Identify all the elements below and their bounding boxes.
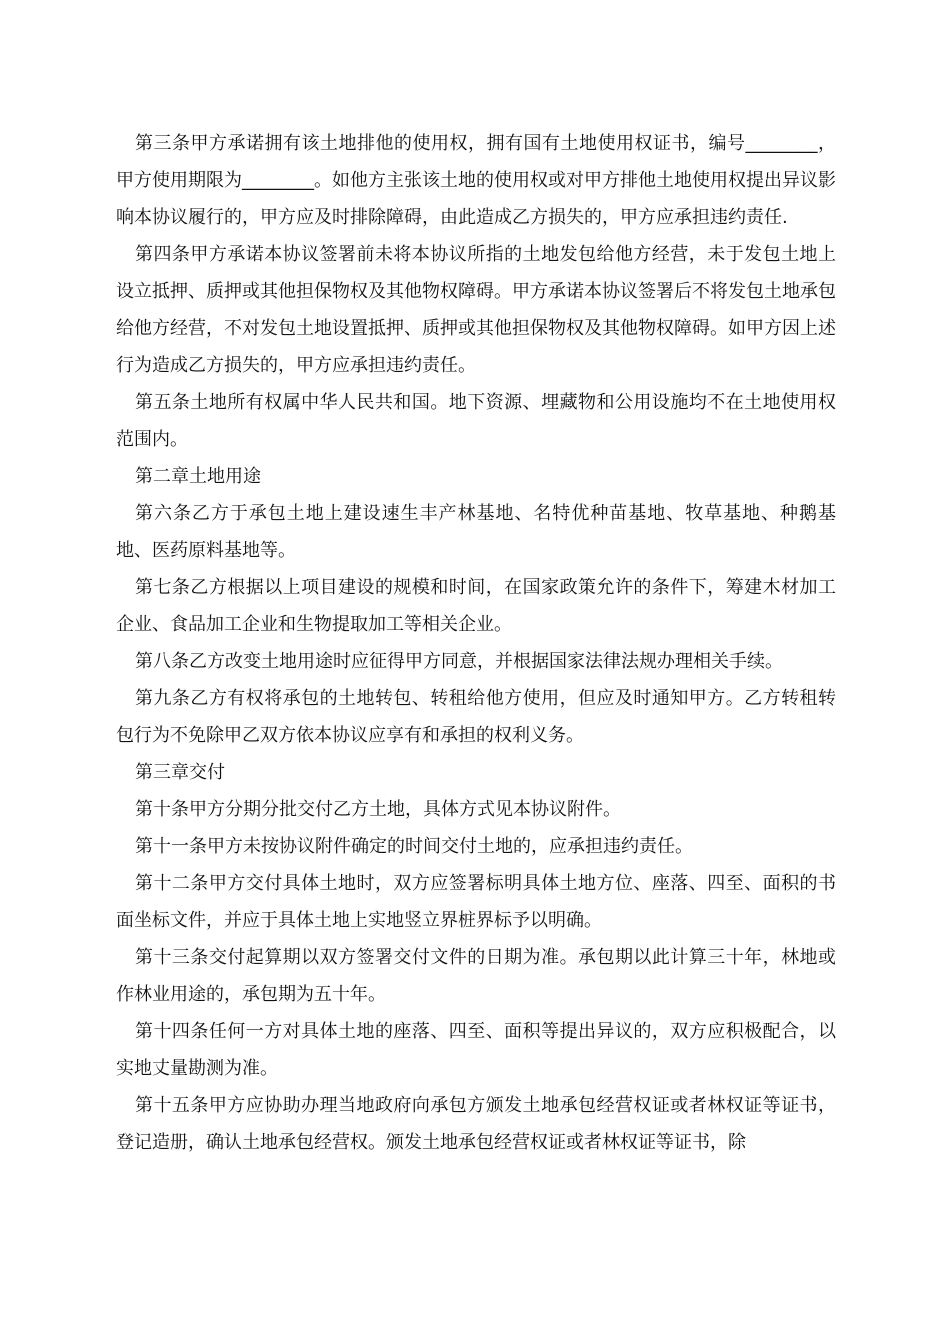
chapter-2-heading: 第二章土地用途 bbox=[135, 466, 261, 487]
clause-11-paragraph: 第十一条甲方未按协议附件确定的时间交付土地的，应承担违约责任。 bbox=[135, 836, 693, 857]
clause-7-paragraph: 第七条乙方根据以上项目建设的规模和时间，在国家政策允许的条件下，筹建木材加工企业、食品加工企业和生物提取加工等相关企业。 bbox=[116, 577, 836, 635]
clause-5-paragraph: 第五条土地所有权属中华人民共和国。地下资源、埋藏物和公用设施均不在土地使用权范围内。 bbox=[116, 392, 836, 450]
clause-15-paragraph: 第十五条甲方应协助办理当地政府向承包方颁发土地承包经营权证或者林权证等证书，登记造册，确认土地承包经营权。颁发土地承包经营权证或者林权证等证书，除 bbox=[116, 1095, 836, 1153]
clause-9-paragraph: 第九条乙方有权将承包的土地转包、转租给他方使用，但应及时通知甲方。乙方转租转包行为不免除甲乙双方依本协议应享有和承担的权利义务。 bbox=[116, 688, 836, 746]
clause-4-paragraph: 第四条甲方承诺本协议签署前未将本协议所指的土地发包给他方经营，未于发包土地上设立抵押、质押或其他担保物权及其他物权障碍。甲方承诺本协议签署后不将发包土地承包给他方经营，不对发包土地设置抵押、质押或其他担保物权及其他物权障碍。如甲方因上述行为造成乙方损失的，甲方应承担违约责任。 bbox=[116, 244, 836, 376]
clause-13-paragraph: 第十三条交付起算期以双方签署交付文件的日期为准。承包期以此计算三十年，林地或作林业用途的，承包期为五十年。 bbox=[116, 947, 836, 1005]
clause-10-paragraph: 第十条甲方分期分批交付乙方土地，具体方式见本协议附件。 bbox=[135, 799, 621, 820]
clause-6-paragraph: 第六条乙方于承包土地上建设速生丰产林基地、名特优种苗基地、牧草基地、种鹅基地、医药原料基地等。 bbox=[116, 503, 836, 561]
clause-3-paragraph: 第三条甲方承诺拥有该土地排他的使用权，拥有国有土地使用权证书，编号________，甲方使用期限为________。如他方主张该土地的使用权或对甲方排他土地使用权提出异议影响本协议履行的，甲方应及时排除障碍，由此造成乙方损失的，甲方应承担违约责任. bbox=[116, 133, 836, 228]
clause-14-paragraph: 第十四条任何一方对具体土地的座落、四至、面积等提出异议的，双方应积极配合，以实地丈量勘测为准。 bbox=[116, 1021, 836, 1079]
clause-12-paragraph: 第十二条甲方交付具体土地时，双方应签署标明具体土地方位、座落、四至、面积的书面坐标文件，并应于具体土地上实地竖立界桩界标予以明确。 bbox=[116, 873, 836, 931]
document-body bbox=[116, 125, 836, 1161]
clause-8-paragraph: 第八条乙方改变土地用途时应征得甲方同意，并根据国家法律法规办理相关手续。 bbox=[135, 651, 783, 672]
chapter-3-heading: 第三章交付 bbox=[135, 762, 225, 783]
